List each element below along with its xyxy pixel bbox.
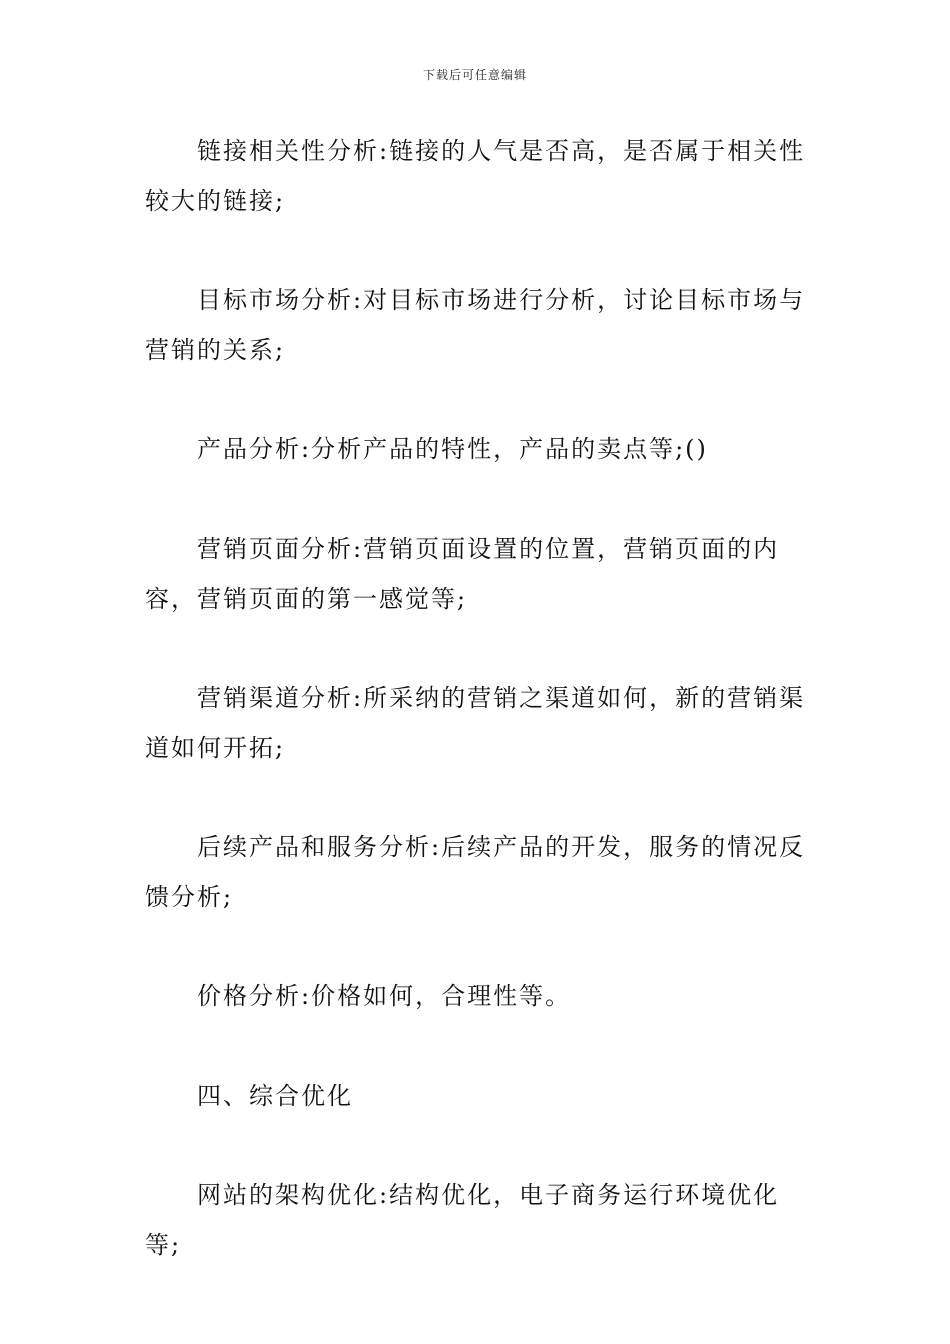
paragraph-followup-service: 后续产品和服务分析:后续产品的开发，服务的情况反馈分析; xyxy=(145,833,806,911)
section-heading-comprehensive-optimization: 四、综合优化 xyxy=(197,1082,353,1110)
paragraph-marketing-page: 营销页面分析:营销页面设置的位置，营销页面的内容，营销页面的第一感觉等; xyxy=(145,535,780,613)
paragraph-architecture-optimization: 网站的架构优化:结构优化，电子商务运行环境优化等; xyxy=(145,1181,780,1259)
paragraph-link-relevance: 链接相关性分析:链接的人气是否高，是否属于相关性较大的链接; xyxy=(145,137,806,215)
paragraph-product-analysis: 产品分析:分析产品的特性，产品的卖点等;() xyxy=(197,435,708,463)
paragraph-price-analysis: 价格分析:价格如何，合理性等。 xyxy=(197,982,572,1010)
paragraph-target-market: 目标市场分析:对目标市场进行分析，讨论目标市场与营销的关系; xyxy=(145,286,806,364)
page-header: 下载后可任意编辑 xyxy=(422,68,527,82)
paragraph-marketing-channel: 营销渠道分析:所采纳的营销之渠道如何，新的营销渠道如何开拓; xyxy=(145,684,806,762)
